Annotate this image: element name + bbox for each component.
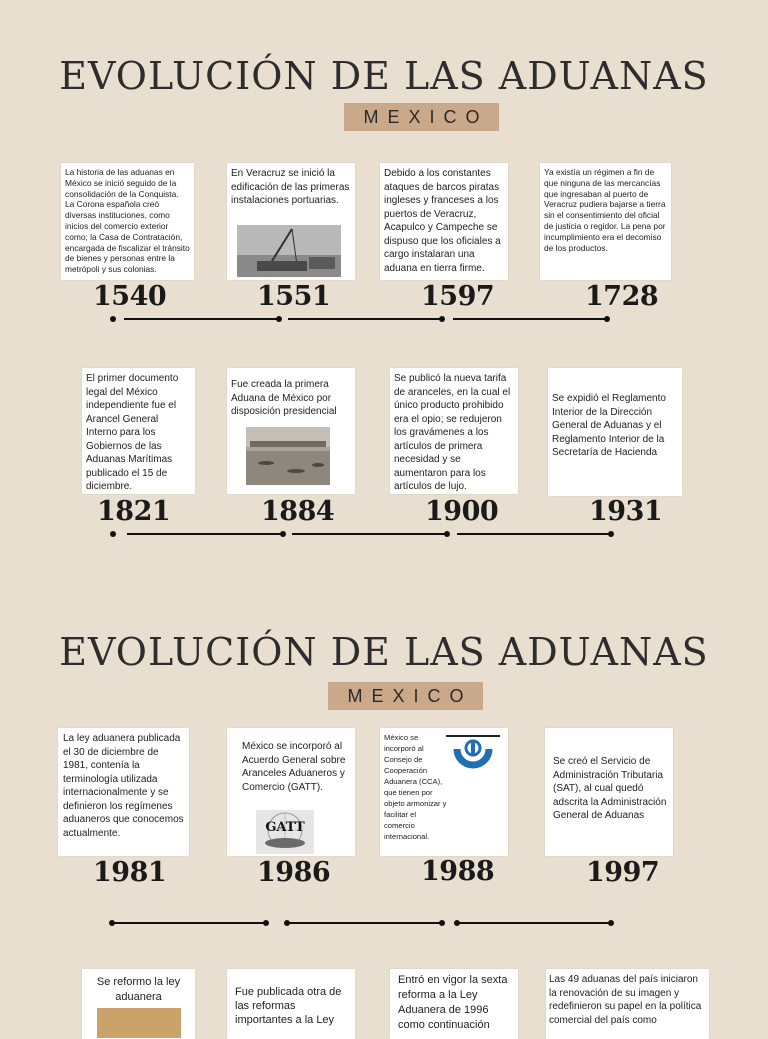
customs-harbor-photo: [246, 427, 330, 485]
year-label: 1551: [257, 281, 331, 312]
year-label: 1981: [93, 857, 167, 888]
event-card-1900: [390, 368, 518, 494]
year-label: 1728: [585, 281, 659, 312]
timeline-dot: [280, 531, 286, 537]
page-subtitle: MEXICO: [344, 103, 499, 131]
year-label: 1540: [93, 281, 167, 312]
event-card: [82, 969, 195, 1039]
timeline-segment: [453, 318, 608, 320]
event-card-1931: [548, 368, 682, 496]
event-card-1988: [380, 728, 508, 856]
timeline-segment: [457, 533, 612, 535]
page-title: EVOLUCIÓN DE LAS ADUANAS: [59, 630, 709, 674]
page-subtitle: MEXICO: [328, 682, 483, 710]
event-text: Fue creada la primera Aduana de México por disposición presidencial: [231, 379, 337, 417]
timeline-segment: [288, 318, 442, 320]
event-card-1884: [227, 368, 355, 494]
year-label: 1597: [421, 281, 495, 312]
event-text: La historia de las aduanas en México se inició seguido de la consolidación de la Conquista. La Corona española creó diversas instituciones, como inicios del comercio exterior como; la Casa de Contratación, encargada de fiscalizar el tránsito de bienes y personas entre la metrópoli y sus colonias.: [65, 167, 190, 275]
year-label: 1884: [261, 496, 335, 527]
event-text: La ley aduanera publicada el 30 de diciembre de 1981, contenía la terminología utilizada internacionalmente y se definieron los regímenes aduaneros que conocemos actualmente.: [63, 733, 184, 839]
port-construction-photo: [237, 225, 341, 277]
timeline-dot: [444, 531, 450, 537]
timeline-segment: [292, 533, 447, 535]
year-label: 1986: [257, 857, 331, 888]
event-text: Entró en vigor la sexta reforma a la Ley Aduanera de 1996 como continuación: [398, 974, 508, 1031]
timeline-dot: [276, 316, 282, 322]
event-text: Se creó el Servicio de Administración Tributaria (SAT), al cual quedó adscrita la Administración General de Aduanas: [553, 756, 667, 821]
timeline-segment: [127, 533, 283, 535]
timeline-dot: [110, 531, 116, 537]
timeline-segment: [112, 922, 267, 924]
event-card-1728: [540, 163, 671, 280]
event-text: México se incorporó al Consejo de Cooperación Aduanera (CCA), que tienen por objeto armonizar y facilitar el comercio internacional.: [384, 733, 447, 841]
event-photo: [97, 1008, 181, 1038]
year-label: 1900: [425, 496, 499, 527]
timeline-dot: [439, 920, 445, 926]
event-card-1997: [545, 728, 673, 856]
timeline-dot: [608, 920, 614, 926]
timeline-dot: [263, 920, 269, 926]
page-title: EVOLUCIÓN DE LAS ADUANAS: [59, 54, 709, 98]
timeline-dot: [110, 316, 116, 322]
event-card: [546, 969, 709, 1039]
year-label: 1988: [421, 856, 495, 887]
event-card: [390, 969, 518, 1039]
timeline-dot: [604, 316, 610, 322]
event-text: Fue publicada otra de las reformas importantes a la Ley: [235, 986, 342, 1026]
gatt-logo-text: GATT: [265, 820, 305, 835]
event-text: Ya existía un régimen a fin de que ninguna de las mercancías que ingresaban al puerto de Veracruz pudiera bajarse a tierra sin el consentimiento del oficial de justicia o regidor. La pena por incumplimiento era el decomiso de los productos.: [544, 167, 666, 253]
wco-logo: [446, 735, 500, 775]
gatt-logo: [256, 810, 314, 854]
event-card-1540: [61, 163, 194, 280]
event-card-1986: [227, 728, 355, 856]
event-text: Se reformo la ley aduanera: [96, 976, 181, 1003]
event-text: En Veracruz se inició la edificación de las primeras instalaciones portuarias.: [231, 168, 350, 206]
event-card-1981: [58, 728, 189, 856]
event-card-1821: [82, 368, 195, 494]
year-label: 1821: [97, 496, 171, 527]
event-card-1597: [380, 163, 508, 280]
timeline-dot: [439, 316, 445, 322]
event-text: Se expidió el Reglamento Interior de la Dirección General de Aduanas y el Reglamento Interior de la Secretaría de Hacienda: [552, 393, 666, 458]
event-card: [227, 969, 355, 1039]
event-text: Se publicó la nueva tarifa de aranceles, en la cual el único producto prohibido era el opio; se redujeron los gravámenes a los artículos de primera necesidad y se aumentaron para los artículos de lujo.: [394, 373, 511, 492]
event-text: Debido a los constantes ataques de barcos piratas ingleses y franceses a los puertos de Veracruz, Acapulco y Campeche se dispuso que los oficiales a cargo instalaran una aduana en tierra firme.: [384, 168, 501, 274]
event-text: El primer documento legal del México independiente fue el Arancel General Interno para los Gobiernos de las Aduanas Marítimas publicado el 15 de diciembre.: [86, 373, 179, 492]
event-card-1551: [227, 163, 355, 280]
timeline-segment: [124, 318, 279, 320]
timeline-dot: [608, 531, 614, 537]
event-text: México se incorporó al Acuerdo General sobre Aranceles Aduaneros y Comercio (GATT).: [242, 741, 346, 793]
year-label: 1997: [586, 857, 660, 888]
timeline-segment: [457, 922, 612, 924]
event-text: Las 49 aduanas del país iniciaron la renovación de su imagen y redefinieron su papel en la política comercial del país como: [549, 974, 702, 1026]
timeline-segment: [287, 922, 442, 924]
year-label: 1931: [589, 496, 663, 527]
